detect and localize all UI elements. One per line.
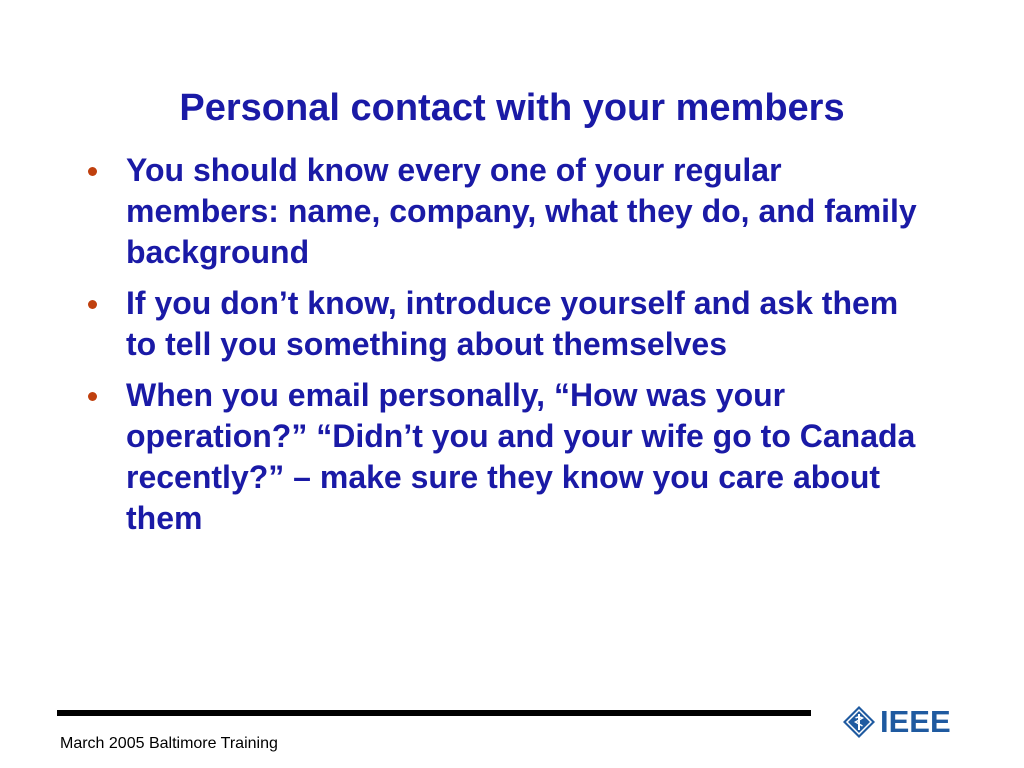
- bullet-item: [84, 283, 934, 365]
- bullet-dot-icon: [88, 167, 97, 176]
- bullet-text: You should know every one of your regular members: name, company, what they do, and family background: [126, 152, 917, 270]
- bullet-dot-icon: [88, 392, 97, 401]
- ieee-logo: [842, 702, 951, 742]
- footer-divider: [57, 710, 811, 716]
- slide-title: Personal contact with your members: [179, 87, 845, 129]
- bullet-text: When you email personally, “How was your operation?” “Didn’t you and your wife go to Canada recently?” – make sure they know you care about them: [126, 377, 916, 536]
- ieee-diamond-logo-icon: [842, 705, 876, 739]
- bullet-text: If you don’t know, introduce yourself and ask them to tell you something about themselves: [126, 285, 899, 362]
- bullet-list: [84, 150, 934, 549]
- logo-text: IEEE: [880, 704, 951, 739]
- bullet-item: [84, 150, 934, 273]
- bullet-dot-icon: [88, 300, 97, 309]
- bullet-item: [84, 375, 934, 539]
- footer-text: March 2005 Baltimore Training: [60, 735, 278, 752]
